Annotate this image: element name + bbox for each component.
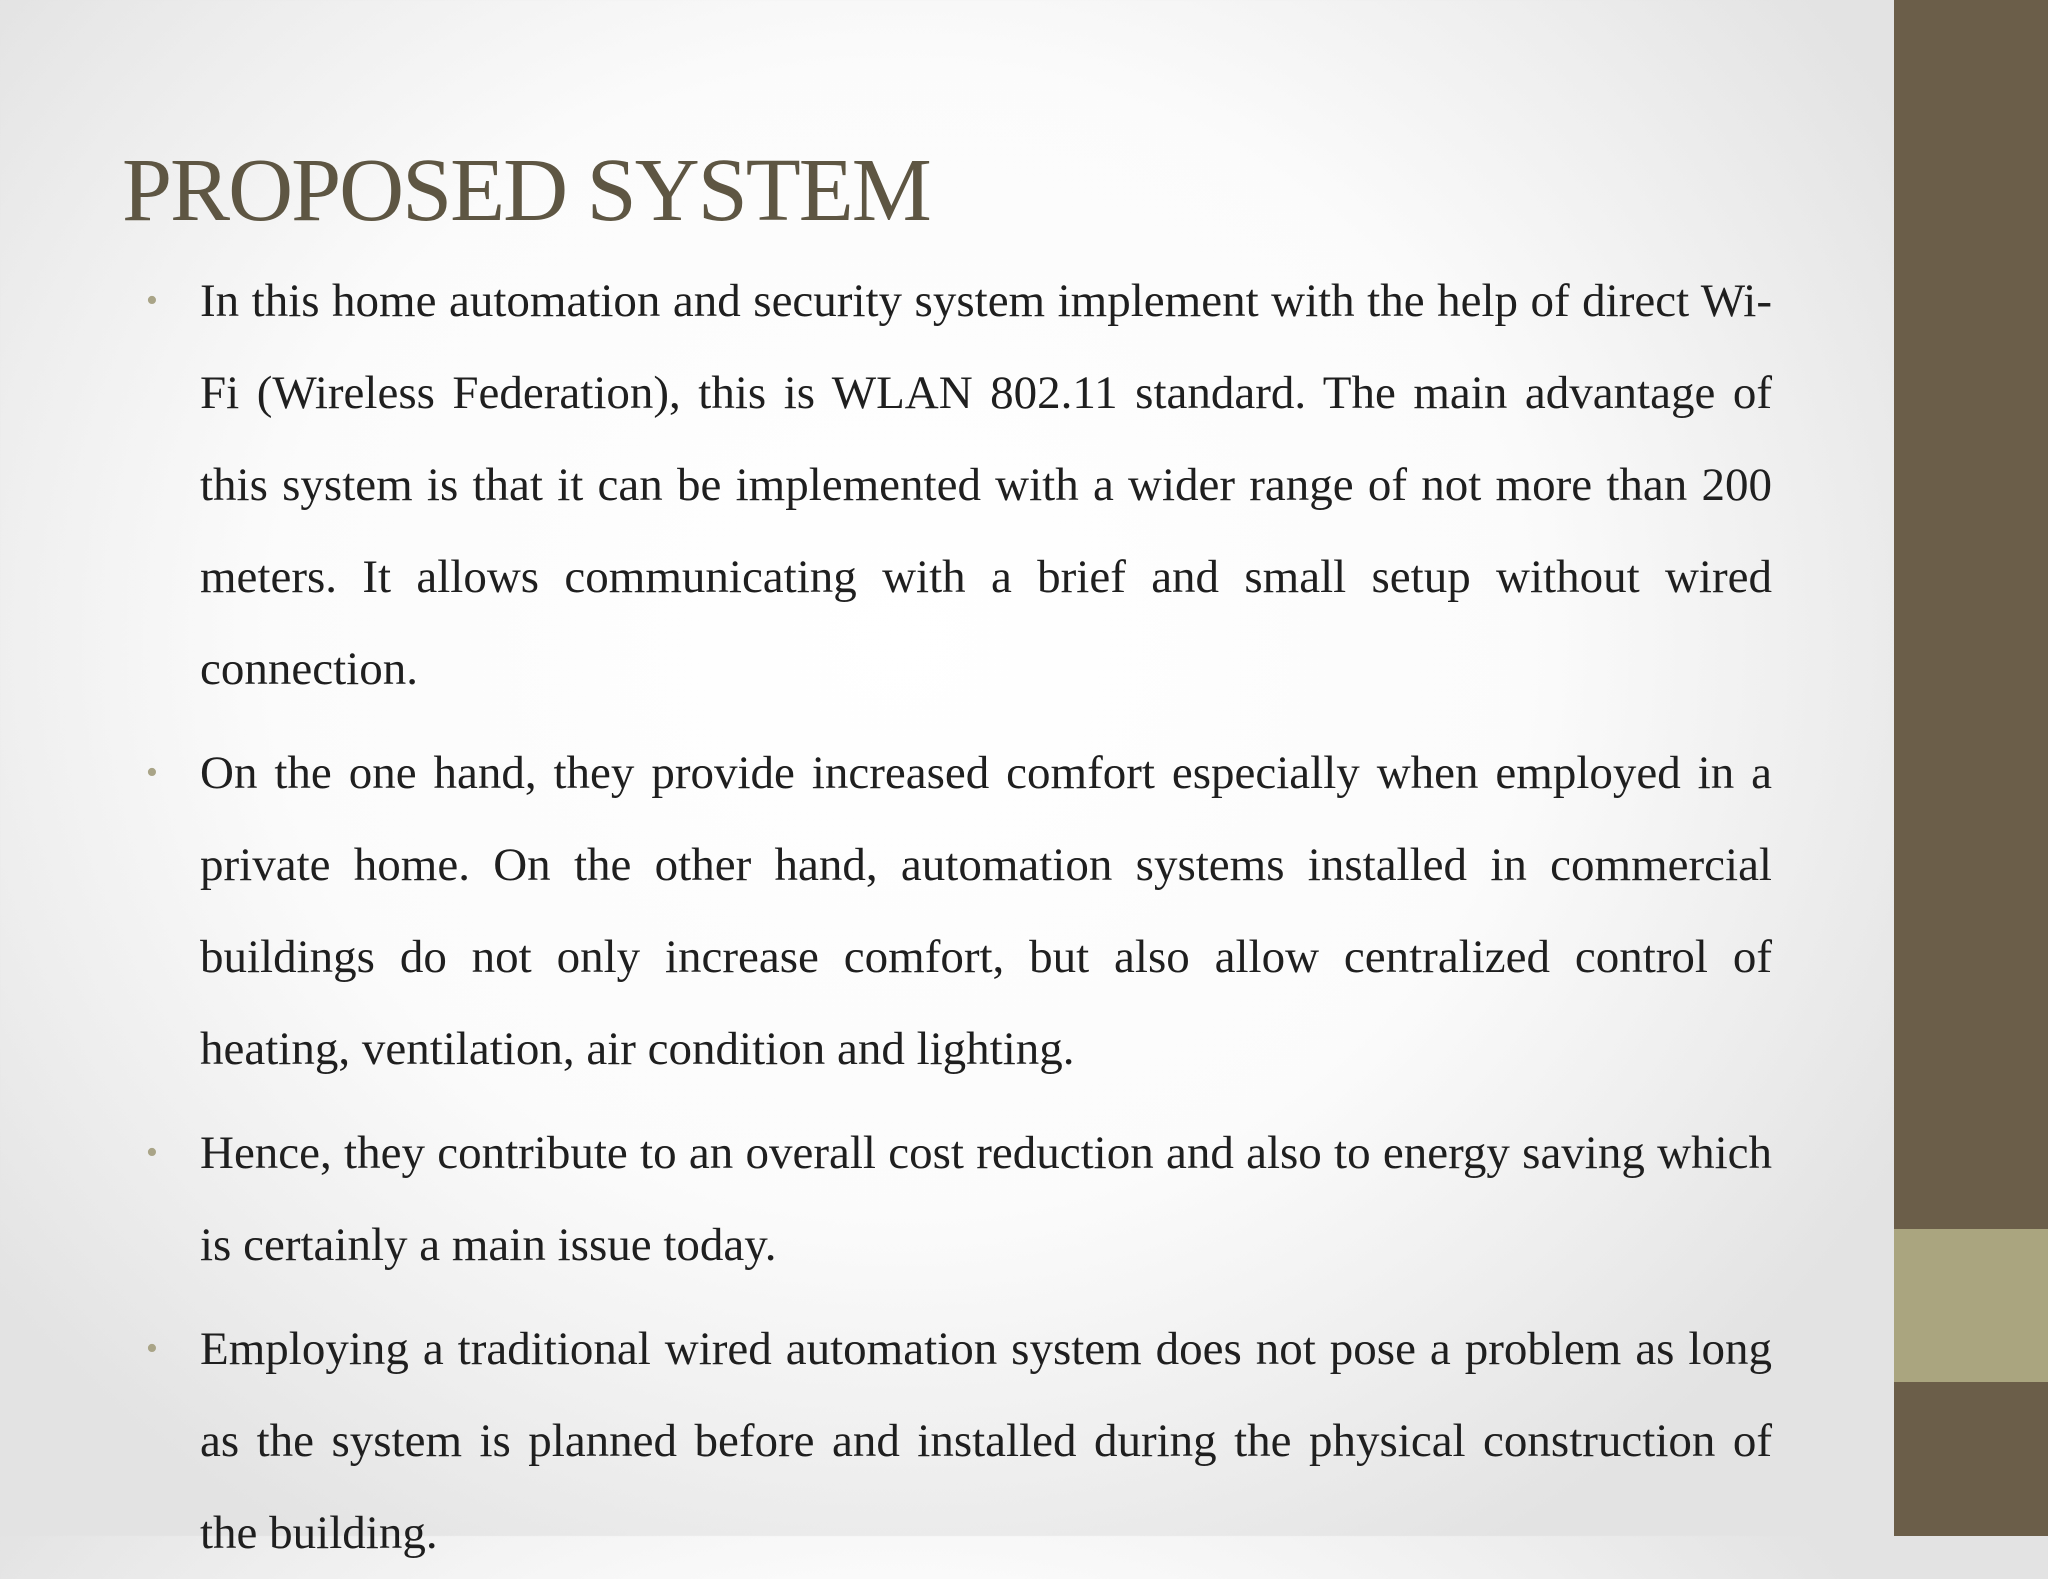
bullet-text: Hence, they contribute to an overall cost reduction and also to energy saving which is certainly a main issue today. xyxy=(200,1127,1772,1271)
bullet-dot-icon: • xyxy=(146,1134,158,1171)
bullet-dot-icon: • xyxy=(146,282,158,319)
bullet-dot-icon: • xyxy=(146,1330,158,1367)
bullet-item-4 xyxy=(146,1303,1772,1579)
bullet-list xyxy=(146,255,1772,1579)
bullet-dot-icon: • xyxy=(146,754,158,791)
bullet-text: Employing a traditional wired automation system does not pose a problem as long as the system is planned before and installed during the physical construction of the building. xyxy=(200,1323,1772,1559)
bullet-item-1 xyxy=(146,255,1772,715)
slide-title: PROPOSED SYSTEM xyxy=(122,141,930,240)
bullet-item-3 xyxy=(146,1107,1772,1291)
bullet-text: On the one hand, they provide increased comfort especially when employed in a private home. On the other hand, automation systems installed in commercial buildings do not only increase comfort, but also allow centralized control of heating, ventilation, air condition and lighting. xyxy=(200,747,1772,1075)
bullet-item-2 xyxy=(146,727,1772,1095)
bullet-text: In this home automation and security system implement with the help of direct Wi-Fi (Wireless Federation), this is WLAN 802.11 standard. The main advantage of this system is that it can be implemented with a wider range of not more than 200 meters. It allows communicating with a brief and small setup without wired connection. xyxy=(200,275,1772,695)
decorative-sidebar-accent xyxy=(1894,1229,2048,1382)
